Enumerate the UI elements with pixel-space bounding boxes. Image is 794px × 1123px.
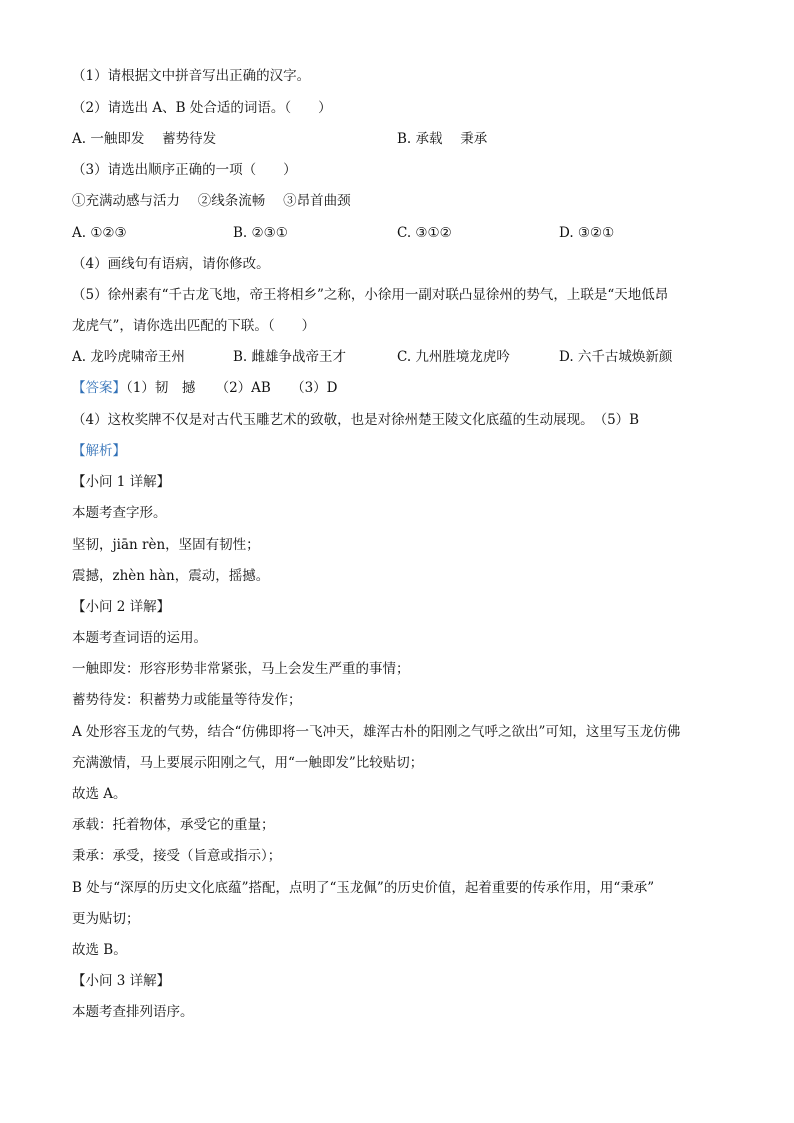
q5-option-c: C. 九州胜境龙虎吟	[397, 349, 510, 365]
question-4: （4）画线句有语病，请你修改。	[72, 256, 270, 272]
sub1-line: 本题考查字形。	[72, 505, 167, 521]
answer-row	[72, 380, 338, 396]
q3-option-b: B. ②③①	[233, 225, 288, 241]
sub1-line: 震撼，zhèn hàn，震动，摇撼。	[72, 568, 270, 584]
answer-label: 【答案】	[72, 380, 126, 396]
analysis-label: 【解析】	[72, 443, 126, 459]
sub2-line: 更为贴切；	[72, 911, 140, 927]
q3-option-c: C. ③①②	[397, 225, 452, 241]
q5-option-a: A. 龙吟虎啸帝王州	[72, 349, 185, 365]
sub1-line: 坚韧，jiān rèn，坚固有韧性；	[72, 537, 260, 553]
q2-option-a: A. 一触即发 蓄势待发	[72, 131, 217, 147]
sub2-line: 承载：托着物体，承受它的重量；	[72, 817, 275, 833]
q3-option-a: A. ①②③	[72, 225, 127, 241]
q2-option-b: B. 承载 秉承	[397, 131, 488, 147]
q3-option-d: D. ③②①	[559, 225, 615, 241]
sub2-line: 一触即发：形容形势非常紧张，马上会发生严重的事情；	[72, 661, 410, 677]
sub2-line: 秉承：承受，接受（旨意或指示）；	[72, 848, 282, 864]
q3-items: ①充满动感与活力 ②线条流畅 ③昂首曲颈	[72, 193, 351, 209]
question-1: （1）请根据文中拼音写出正确的汉字。	[72, 68, 311, 84]
sub2-line: B 处与“深厚的历史文化底蕴”搭配，点明了“玉龙佩”的历史价值，起着重要的传承作用，用“秉承”	[72, 880, 655, 896]
sub3-line: 本题考查排列语序。	[72, 1004, 194, 1020]
q5-option-b: B. 雌雄争战帝王才	[233, 349, 347, 365]
question-5-line-2: 龙虎气”，请你选出匹配的下联。（ ）	[72, 318, 316, 334]
sub-question-3-title: 【小问 3 详解】	[72, 973, 171, 989]
sub2-line: A 处形容玉龙的气势，结合“仿佛即将一飞冲天，雄浑古朴的阳刚之气呼之欲出”可知，这里写玉龙仿佛	[72, 724, 681, 740]
question-5-line-1: （5）徐州素有“千古龙飞地，帝王将相乡”之称，小徐用一副对联凸显徐州的势气，上联是“天地低昂	[72, 287, 669, 303]
sub2-line: 本题考查词语的运用。	[72, 630, 207, 646]
sub-question-1-title: 【小问 1 详解】	[72, 474, 171, 490]
sub2-line: 充满激情，马上要展示阳刚之气，用“一触即发”比较贴切；	[72, 755, 424, 771]
answer-line-1: （1）韧 撼 （2）AB （3）D	[126, 380, 338, 396]
question-2: （2）请选出 A、B 处合适的词语。（ ）	[72, 100, 332, 116]
sub-question-2-title: 【小问 2 详解】	[72, 599, 171, 615]
q5-option-d: D. 六千古城焕新颜	[559, 349, 673, 365]
sub2-line: 故选 A。	[72, 786, 127, 802]
sub2-line: 故选 B。	[72, 942, 127, 958]
answer-line-2: （4）这枚奖牌不仅是对古代玉雕艺术的致敬，也是对徐州楚王陵文化底蕴的生动展现。 （5）B	[72, 412, 640, 428]
question-3: （3）请选出顺序正确的一项（ ）	[72, 162, 297, 178]
sub2-line: 蓄势待发：积蓄势力或能量等待发作；	[72, 692, 302, 708]
